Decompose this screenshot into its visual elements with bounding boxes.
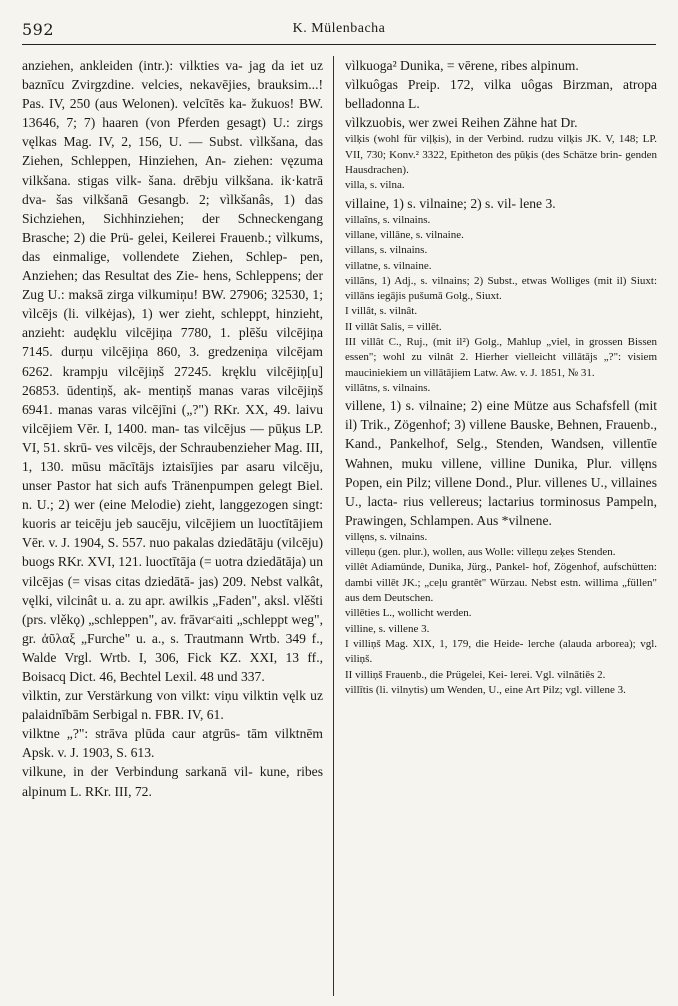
entry-villa: villa, s. vilna. (345, 179, 405, 192)
entry-vilktne: vilktne „?": strāva plūda caur atgrūs- tām vilktnēm Apsk. v. J. 1903, S. 613. (22, 726, 323, 761)
entry-villins-2: II villiņš Frauenb., die Prügelei, Kei- lerei. Vgl. vilnātiēs 2. (345, 668, 606, 681)
page-header (22, 18, 656, 45)
entry-villins-1: I villiņš Mag. XIX, 1, 179, die Heide- lerche (alauda arborea); vgl. viliņš. (345, 637, 657, 666)
entry-villane: villane, villāne, s. vilnaine. (345, 228, 464, 241)
entry-villine: villine, s. villene 3. (345, 622, 430, 635)
entry-vilktin: vìlktin, zur Verstärkung von vilkt: viņu vilktin vęlk uz palaidnībām Serbigal n. FBR. IV, 61. (22, 688, 323, 723)
entry-vilkis: vìlķis (wohl für viļķis), in der Verbind. rudzu vilķis JK. V, 148; LP. VII, 730; Konv.² 3322, Epitheton des pūķis (des Schätze brin- genden Hausdrachen). (345, 133, 657, 176)
column-divider (333, 56, 334, 996)
entry-vilkuogas: vìlkuôgas Preip. 172, vilka uôgas Birzman, atropa belladonna L. (345, 77, 657, 112)
entry-villains: villaîns, s. vilnains. (345, 213, 431, 226)
entry-villans: villans, s. vilnains. (345, 244, 428, 257)
entry-vilkune: vilkune, in der Verbindung sarkanā vil- kune, ribes alpinum L. RKr. III, 72. (22, 764, 323, 799)
left-column (22, 56, 323, 996)
entry-villens: villęns, s. vilnains. (345, 530, 428, 543)
entry-villat-1: I villât, s. vilnât. (345, 305, 418, 318)
entry-vilkt-continued: anziehen, ankleiden (intr.): vilkties va- jag da iet uz baznīcu Zvirgzdine. velcies, nekavējies, brauksim...! Pas. IV, 250 (aus Welonen). velcītēs ka- žukuos! BW. 13646, 7; 7) haaren (von Pferden gesagt) U.: zirgs vęlkas Mag. IV, 2, 156, U. — Subst. vìlkšana, das Ziehen, Schleppen, Hinziehen, An- ziehen: vęzuma vilkšana. stigas vilk- šana. drēbju vilkšana. ik·katrā dva- šas vilkšanā Gesangb. 2; vìlkšanâs, 1) das Sichziehen, Sichhinziehen; der Schneckengang Brasche; 2) die Prü- gelei, Keilerei Frauenb.; vìlkums, das einmalige, vollendete Ziehen, Schlep- pen, Anziehen; das Resultat des Zie- hens, Schleppens; der Zug U.: maksā zirga vilkumiņu! BW. 27906; 32530, 1; vìlcējs (li. vilkėjas), 1) wer zieht, schleppt, hinzieht, anzieht: audęklu vilcējiņa 7780, 1. plēšu vilcējiņa 7145. durņu vilcējiņa 860, 3. gredzeniņa vilcējam 6262. krampju vilcējiņš 27245. kręklu vilcējiņ[u] 26853. ūdentiņš, ak- mentiņš manas varas vilcējiņš 6941. manas varas vilcējīni („?") RKr. XX, 49. laivu vilcējiem Vēr. I, 1400. man- tas vilcējus — pūķus LP. VI, 51. skrū- ves vilcējs, der Schraubenzieher Mag. III, 1, 130. mūsu mācītājs iztaisījies par asaru vilcēju, unser Pastor hat sich aufs Tränenpumpen gelegt Biel. n. U.; 2) wer (eine Melodie) zieht, langgezogen singt: kuoris ar teicēju jeb saucēju, vilcējiem un luoctītājiem Vēr. v. J. 1904, S. 557. nuo pakalas dziedātāju (vilcēju) buogs RKr. XVI, 121. luoctītāja (= uotra dziedātāja) un vilcējas (= visas citas dziedātā- jas) 209. Nebst valkât, vęlki, vilcinât u. a. zu apr. awilkis „Faden", aksl. vlěšti (prs. vlěkǫ) „schleppen", av. frāvarᶜaiti „schleppt weg", gr. ἀῦλαξ „Furche" u. a., s. Trautmann Wrtb. 349 f., Walde Vrgl. Wrtb. I, 306, Fick KZ. XXI, 13 ff., Boisacq Dict. 46, Bechtel Lexil. 48 und 337. (22, 58, 323, 684)
entry-villaine: villaine, 1) s. vilnaine; 2) s. vil- lene 3. (345, 195, 556, 211)
right-column (345, 56, 657, 996)
entry-villitis: villītis (li. vilnytis) um Wenden, U., eine Art Pilz; vgl. villene 3. (345, 683, 626, 696)
entry-villat-2: II villât Salis, = villēt. (345, 320, 442, 333)
entry-villenu: villeņu (gen. plur.), wollen, aus Wolle: villeņu zeķes Stenden. (345, 546, 616, 559)
entry-villatns: villãtns, s. vilnains. (345, 381, 431, 394)
entry-villatne: villatne, s. vilnaine. (345, 259, 432, 272)
entry-vilkzuobis: vìlkzuobis, wer zwei Reihen Zähne hat Dr. (345, 115, 578, 131)
entry-villans-2: villãns, 1) Adj., s. vilnains; 2) Subst., etwas Wolliges (mit il) Siuxt: villāns iegājis pušumā Golg., Siuxt. (345, 274, 657, 303)
running-head: K. Mülenbacha (292, 21, 386, 36)
entry-villene: villene, 1) s. vilnaine; 2) eine Mütze aus Schafsfell (mit il) Trik., Zögenhof; 3) villene Bauske, Behnen, Frauenb., Kand., Pankelhof, Selg., Stenden, Wandsen, villentīe Wahnen, muku villene, villine Dunika, Plur. villęns Popen, ein Pilz; villene Dond., Plur. villenes U., villaines U., lacta- rius vellereus; lactarius torminosus Pampeln, Prawingen, Schlampen. Aus *vilnene. (345, 398, 657, 528)
entry-villeties: villēties L., wollicht werden. (345, 607, 472, 620)
entry-vilkuoga: vìlkuoga² Dunika, = vērene, ribes alpinum. (345, 58, 579, 73)
entry-villat-3: III villât C., Ruj., (mit il²) Golg., Mahlup „viel, in grossen Bissen essen"; wohl zu vilnât 2. Hierher vielleicht villātājs „?": visiem mauciniekiem un villātājiem Latw. Aw. v. J. 1851, № 31. (345, 336, 657, 379)
page-number: 592 (22, 20, 55, 39)
entry-villet: villêt Adiamünde, Dunika, Jürg., Pankel- hof, Zögenhof, aufschütten: dambi villēt JK.; „ceļu grantēt" Würzau. Nebst estn. willima „füllen" aus dem Deutschen. (345, 561, 657, 605)
